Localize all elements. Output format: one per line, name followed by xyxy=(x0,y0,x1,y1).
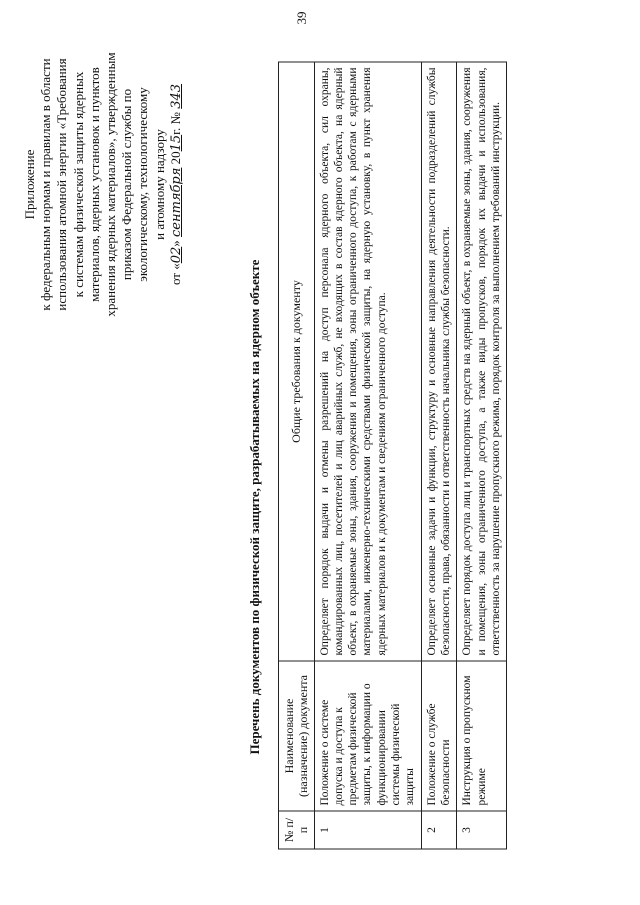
handwritten-month: сентября xyxy=(168,167,184,237)
handwritten-year: 15 xyxy=(168,134,184,152)
document-requirements: Определяет основные задачи и функции, структуру и основные направления деятельности подразделений службы безопасности, права, обязанности и ответственность начальника службы безопасности. xyxy=(421,62,457,661)
row-number: 1 xyxy=(314,811,421,849)
documents-table xyxy=(278,62,507,850)
header-line: экологическому, технологическому xyxy=(135,87,151,282)
date-quote-close: » xyxy=(167,240,183,247)
column-header-requirements: Общие требования к документу xyxy=(279,62,315,661)
date-prefix: от « xyxy=(167,263,183,286)
handwritten-day: 02 xyxy=(168,246,184,264)
table-row xyxy=(457,62,507,849)
header-line: Приложение xyxy=(22,149,37,220)
document-name: Положение о службе безопасности xyxy=(421,661,457,811)
table-header-row xyxy=(279,62,315,849)
row-number: 2 xyxy=(421,811,457,849)
document-title: Перечень документов по физической защите, разрабатываемых на ядерном объекте xyxy=(247,259,262,755)
column-header-number: № п/п xyxy=(279,811,315,849)
year-prefix: 20 xyxy=(167,151,183,165)
header-line: хранения ядерных материалов», утвержденным xyxy=(103,52,119,317)
approval-date-line xyxy=(168,40,185,330)
order-number-label: г. № xyxy=(167,112,183,135)
document-requirements: Определяет порядок доступа лиц и транспортных средств на ядерный объект, в охраняемые зоны, здания, сооружения и помещения, зоны ограниченного доступа, а также виды пропусков, порядок их выдачи и использования, ответственность за нарушение пропускного режима, порядок контроля за выполнением требований инструкции. xyxy=(457,62,507,661)
appendix-header xyxy=(22,40,185,330)
table-row xyxy=(421,62,457,849)
document-name: Инструкция о пропускном режиме xyxy=(457,661,507,811)
table-row xyxy=(314,62,421,849)
header-line: к системам физической защиты ядерных xyxy=(70,71,86,298)
header-line: приказом Федеральной службы по xyxy=(119,88,135,281)
header-line: и атомному надзору xyxy=(151,129,167,240)
row-number: 3 xyxy=(457,811,507,849)
document-name: Положение о системе допуска и доступа к предметам физической защиты, к информации о функционировании системы физической защиты xyxy=(314,661,421,811)
document-requirements: Определяет порядок выдачи и отмены разрешений на доступ персонала ядерного объекта, сил охраны, командированных лиц, посетителей и лиц аварийных служб, не входящих в состав ядерного объекта, на ядерный объект, в охраняемые зоны, здания, сооружения и помещения, зоны ограниченного доступа, к работам с ядерными материалами, инженерно-техническими средствами физической защиты, на ядерную установку, в пункт хранения ядерных материалов и к документам и сведениям ограниченного доступа. xyxy=(314,62,421,661)
handwritten-order-number: 343 xyxy=(168,83,184,109)
header-line: материалов, ядерных установок и пунктов xyxy=(86,67,102,302)
page-number: 39 xyxy=(294,11,309,25)
header-line: к федеральным нормам и правилам в области xyxy=(38,58,54,311)
header-line: использования атомной энергии «Требования xyxy=(54,58,70,311)
column-header-name: Наименование (назначение) документа xyxy=(279,661,315,811)
